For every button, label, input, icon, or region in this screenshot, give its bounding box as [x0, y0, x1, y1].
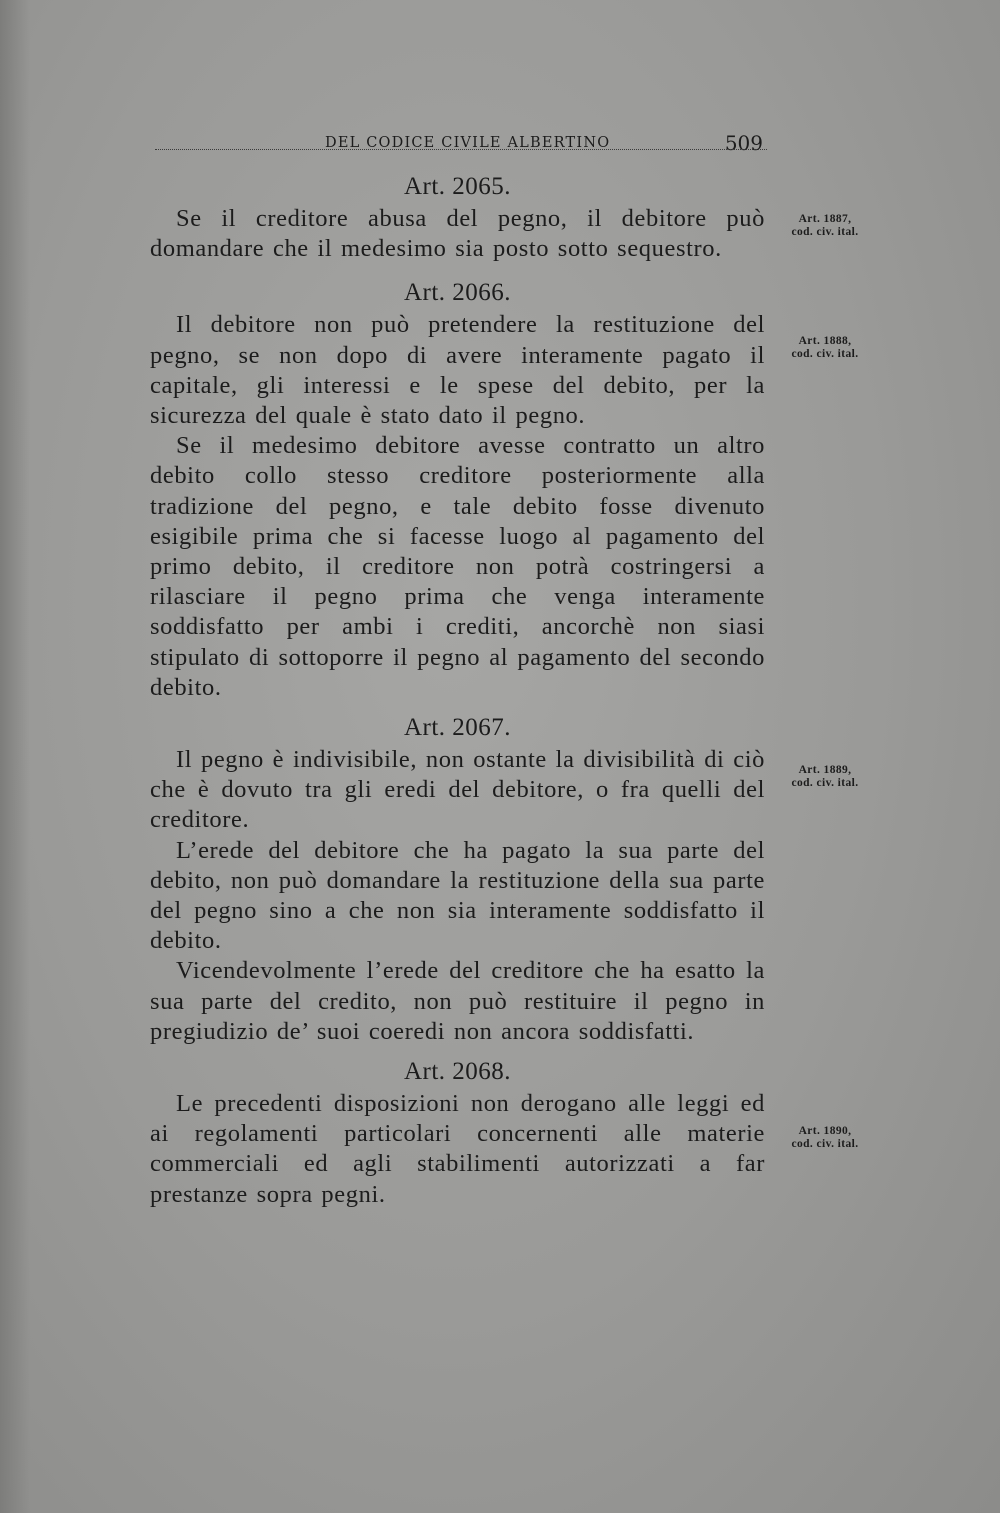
article-paragraph: Se il medesimo debitore avesse contratto un altro debito collo stesso creditore posteriormente alla tradizione del pegno, e tale debito fosse divenuto esigibile prima che si facesse luogo al pagamento del primo debito, il creditore non potrà costringersi a rilasciare il pegno prima che venga interamente soddisfatto per ambi i crediti, ancorchè non siasi stipulato di sottoporre il pegno al pagamento del secondo debito. — [150, 432, 765, 701]
article-paragraph: L’erede del debitore che ha pagato la sua parte del debito, non può domandare la restituzione della sua parte del pegno sino a che non sia interamente soddisfatto il debito. — [150, 836, 765, 955]
margin-note-art-1890: Art. 1890, cod. civ. ital. — [791, 1125, 859, 1150]
article-paragraph: Vicendevolmente l’erede del creditore che ha esatto la sua parte del credito, non può restituire il pegno in pregiudizio de’ suoi coeredi non ancora soddisfatti. — [150, 957, 765, 1045]
header-rule — [155, 149, 767, 150]
margin-note-art-1889: Art. 1889, cod. civ. ital. — [791, 764, 859, 789]
running-title: DEL CODICE CIVILE ALBERTINO — [325, 135, 611, 151]
article-heading: Art. 2067. — [403, 714, 512, 742]
article-paragraph: Il pegno è indivisibile, non ostante la divisibilità di ciò che è dovuto tra gli eredi del debitore, o fra quelli del creditore. — [150, 746, 765, 834]
article-paragraph: Le precedenti disposizioni non derogano alle leggi ed ai regolamenti particolari concernenti alle materie commerciali ed agli stabilimenti autorizzati a far prestanze sopra pegni. — [150, 1090, 765, 1208]
article-heading: Art. 2068. — [403, 1058, 512, 1086]
margin-note-art-1888: Art. 1888, cod. civ. ital. — [791, 335, 859, 360]
body-text — [150, 172, 765, 1210]
page-edge-shadow — [0, 0, 30, 1513]
article-2067 — [150, 713, 765, 1047]
article-paragraph: Il debitore non può pretendere la restituzione del pegno, se non dopo di avere interamente pagato il capitale, gli interessi e le spese del debito, per la sicurezza del quale è stato dato il pegno. — [150, 311, 765, 430]
article-heading: Art. 2065. — [403, 173, 512, 200]
article-2068 — [150, 1057, 765, 1210]
page-number: 509 — [724, 131, 763, 155]
article-2066 — [150, 278, 765, 703]
margin-note-art-1887: Art. 1887, cod. civ. ital. — [791, 213, 859, 238]
article-paragraph: Se il creditore abusa del pegno, il debitore può domandare che il medesimo sia posto sotto sequestro. — [150, 205, 765, 263]
article-heading: Art. 2066. — [403, 279, 512, 307]
running-head — [155, 131, 765, 157]
article-2065 — [150, 172, 765, 264]
